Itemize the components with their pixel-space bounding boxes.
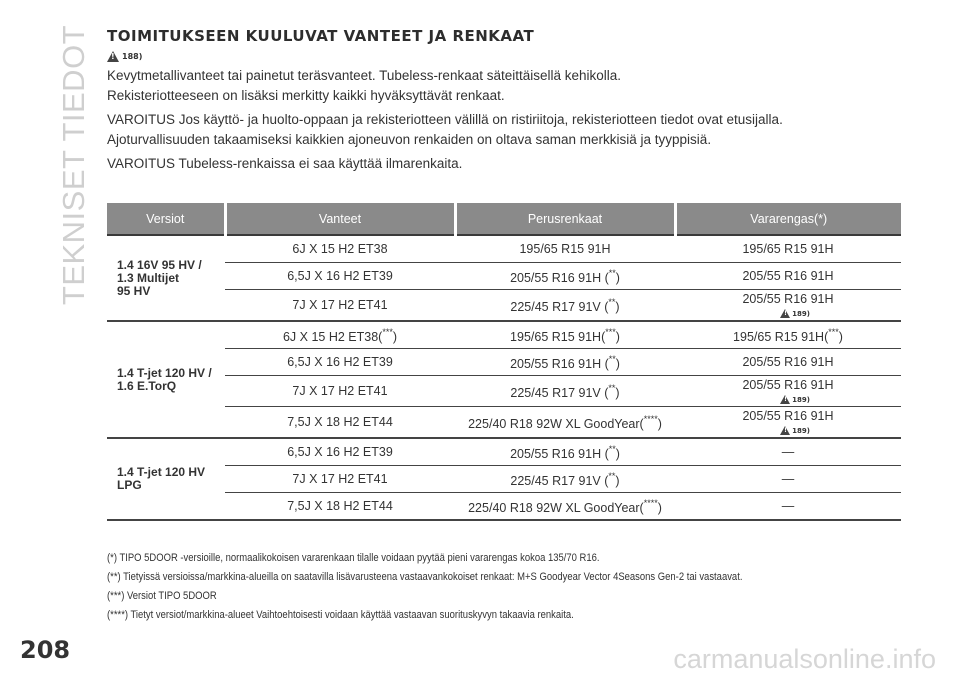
spare-text: 205/55 R16 91H — [742, 269, 834, 283]
rim-cell — [225, 493, 455, 521]
footnote-marker: **** — [643, 413, 658, 424]
tyre-cell — [455, 321, 675, 349]
version-line: 95 HV — [117, 283, 151, 298]
version-line: 1.4 T-jet 120 HV / — [117, 365, 212, 380]
footnote-marker: ** — [608, 443, 616, 454]
rim-cell — [225, 263, 455, 290]
rim-text: 6J X 15 H2 ET38 — [292, 242, 388, 256]
paragraph-line: VAROITUS Tubeless-renkaissa ei saa käyttää ilmarenkaita. — [107, 156, 463, 171]
tyre-close: ) — [615, 446, 620, 461]
rim-text: 6,5J X 16 H2 ET39 — [287, 445, 393, 459]
tyre-text: 195/65 R15 91H — [519, 242, 611, 256]
table-row — [107, 466, 901, 493]
version-cell — [107, 438, 225, 520]
table-row — [107, 263, 901, 290]
rim-close: ) — [392, 329, 398, 344]
rim-cell — [225, 321, 455, 349]
column-header-rims: Vanteet — [225, 203, 455, 235]
tyre-cell — [455, 407, 675, 439]
version-line: 1.3 Multijet — [117, 270, 180, 285]
footnote-marker: ** — [608, 296, 616, 307]
rim-text: 7J X 17 H2 ET41 — [292, 298, 388, 312]
spare-cell — [675, 321, 901, 349]
spare-text: 205/55 R16 91H — [742, 355, 834, 369]
spare-warning-reference — [693, 309, 897, 318]
version-line: 1.4 16V 95 HV / — [117, 257, 202, 272]
rim-text: 7,5J X 18 H2 ET44 — [287, 499, 393, 513]
tyre-close: ) — [615, 299, 620, 314]
warning-triangle-icon — [107, 51, 119, 62]
paragraph-line: Ajoturvallisuuden takaamiseksi kaikkien ajoneuvon renkaiden on oltava saman merkkisiä ja tyyppisiä. — [107, 132, 712, 147]
column-header-tyres: Perusrenkaat — [455, 203, 675, 235]
version-cell — [107, 321, 225, 438]
spare-text: — — [781, 499, 795, 513]
spare-warning-reference — [693, 426, 897, 435]
tyre-cell — [455, 466, 675, 493]
watermark: carmanualsonline.info — [673, 644, 936, 674]
footnote: (*) TIPO 5DOOR -versioille, normaalikokoisen vararenkaan tilalle voidaan pyytää pieni vararengas kokoa 135/70 R16. — [107, 552, 600, 564]
tyre-text: 225/40 R18 92W XL GoodYear( — [468, 416, 644, 431]
footnote-marker: ** — [608, 470, 616, 481]
warning-ref-number: 189) — [792, 395, 810, 404]
rim-text: 6,5J X 16 H2 ET39 — [287, 355, 393, 369]
footnote-marker: ** — [608, 382, 616, 393]
spare-text: 205/55 R16 91H — [742, 378, 834, 392]
table-header-row — [107, 203, 901, 235]
warning-triangle-icon — [780, 309, 790, 318]
rim-cell — [225, 438, 455, 466]
tyre-text: 225/45 R17 91V ( — [510, 299, 609, 314]
footnote-marker: *** — [605, 326, 616, 337]
tyre-text: 225/40 R18 92W XL GoodYear( — [468, 500, 644, 515]
table-row — [107, 407, 901, 439]
section-side-label — [54, 24, 94, 306]
warning-ref-number: 188) — [122, 51, 143, 61]
paragraph-line: VAROITUS Jos käyttö- ja huolto-oppaan ja rekisteriotteen välillä on ristiriitoja, rekisteriotteen tiedot ovat etusijalla. — [107, 112, 783, 127]
footnotes — [107, 549, 907, 625]
footnote-marker: *** — [828, 326, 839, 337]
tyre-cell — [455, 235, 675, 263]
spare-cell — [675, 349, 901, 376]
table-row — [107, 438, 901, 466]
warning-paragraph — [107, 110, 901, 150]
version-cell — [107, 235, 225, 321]
tyre-close: ) — [615, 356, 620, 371]
footnote: (**) Tietyissä versioissa/markkina-alueilla on saatavilla lisävarusteena vastaavankokoiset renkaat: M+S Goodyear Vector 4Seasons Gen-2 tai vastaavat. — [107, 571, 743, 583]
tyre-cell — [455, 290, 675, 322]
tyre-close: ) — [657, 416, 662, 431]
table-row — [107, 493, 901, 521]
table-row — [107, 376, 901, 407]
rim-cell — [225, 290, 455, 322]
tyre-text: 225/45 R17 91V ( — [510, 385, 609, 400]
rim-text: 6J X 15 H2 ET38( — [282, 329, 383, 344]
rim-cell — [225, 349, 455, 376]
spare-text: 205/55 R16 91H — [742, 292, 834, 306]
warning-triangle-icon — [780, 395, 790, 404]
spare-cell — [675, 438, 901, 466]
spare-cell — [675, 407, 901, 439]
table-row — [107, 235, 901, 263]
version-line: 1.6 E.TorQ — [117, 378, 177, 393]
footnote-marker: *** — [382, 326, 393, 337]
warning-reference — [107, 48, 901, 64]
spare-cell — [675, 466, 901, 493]
tyre-cell — [455, 438, 675, 466]
spare-close: ) — [838, 329, 843, 344]
tyre-close: ) — [615, 270, 620, 285]
tubeless-warning-paragraph — [107, 154, 901, 174]
table-row — [107, 349, 901, 376]
spare-warning-reference — [693, 395, 897, 404]
rim-cell — [225, 466, 455, 493]
spare-text: 195/65 R15 91H( — [733, 329, 829, 344]
tyre-cell — [455, 493, 675, 521]
tyre-close: ) — [657, 500, 662, 515]
tyre-close: ) — [615, 385, 620, 400]
rim-text: 7,5J X 18 H2 ET44 — [287, 415, 393, 429]
tyre-close: ) — [615, 329, 620, 344]
rim-cell — [225, 235, 455, 263]
spare-cell — [675, 290, 901, 322]
column-header-versions: Versiot — [107, 203, 225, 235]
tyre-text: 225/45 R17 91V ( — [510, 473, 609, 488]
tyre-cell — [455, 263, 675, 290]
tyre-text: 205/55 R16 91H ( — [510, 446, 609, 461]
spare-cell — [675, 376, 901, 407]
table-row — [107, 321, 901, 349]
version-line: LPG — [117, 478, 142, 492]
footnote-marker: **** — [643, 497, 658, 508]
footnote-marker: ** — [608, 353, 616, 364]
column-header-spare: Vararengas(*) — [675, 203, 901, 235]
version-line: 1.4 T-jet 120 HV — [117, 465, 206, 479]
rim-text: 7J X 17 H2 ET41 — [292, 384, 388, 398]
main-content — [107, 26, 901, 174]
paragraph-line: Rekisteriotteeseen on lisäksi merkitty kaikki hyväksyttävät renkaat. — [107, 88, 505, 103]
warning-triangle-icon — [780, 426, 790, 435]
tyre-text: 195/65 R15 91H( — [510, 329, 606, 344]
wheels-tyres-table — [107, 203, 901, 521]
spare-cell — [675, 263, 901, 290]
spare-text: 195/65 R15 91H — [742, 242, 834, 256]
warning-ref-number: 189) — [792, 309, 810, 318]
tyre-text: 205/55 R16 91H ( — [510, 356, 609, 371]
rim-cell — [225, 407, 455, 439]
warning-ref-number: 189) — [792, 426, 810, 435]
spare-text: — — [781, 445, 795, 459]
tyre-close: ) — [615, 473, 620, 488]
spare-text: 205/55 R16 91H — [742, 409, 834, 423]
rim-cell — [225, 376, 455, 407]
footnote-marker: ** — [608, 267, 616, 278]
spare-cell — [675, 493, 901, 521]
paragraph-line: Kevytmetallivanteet tai painetut teräsvanteet. Tubeless-renkaat säteittäisellä kehikolla. — [107, 68, 622, 83]
spare-text: — — [781, 472, 795, 486]
tyre-text: 205/55 R16 91H ( — [510, 270, 609, 285]
rim-text: 7J X 17 H2 ET41 — [292, 472, 388, 486]
footnote: (***) Versiot TIPO 5DOOR — [107, 590, 217, 602]
section-side-label-text: TEKNISET TIEDOT — [56, 24, 92, 306]
rim-text: 6,5J X 16 H2 ET39 — [287, 269, 393, 283]
tyre-cell — [455, 349, 675, 376]
page-title: TOIMITUKSEEN KUULUVAT VANTEET JA RENKAAT — [107, 27, 535, 45]
intro-paragraph — [107, 66, 901, 106]
tyre-cell — [455, 376, 675, 407]
page-number: 208 — [20, 636, 71, 664]
footnote: (****) Tietyt versiot/markkina-alueet Vaihtoehtoisesti voidaan käyttää vastaavan suorituskyvyn takaavia renkaita. — [107, 609, 574, 621]
spare-cell — [675, 235, 901, 263]
table-row — [107, 290, 901, 322]
